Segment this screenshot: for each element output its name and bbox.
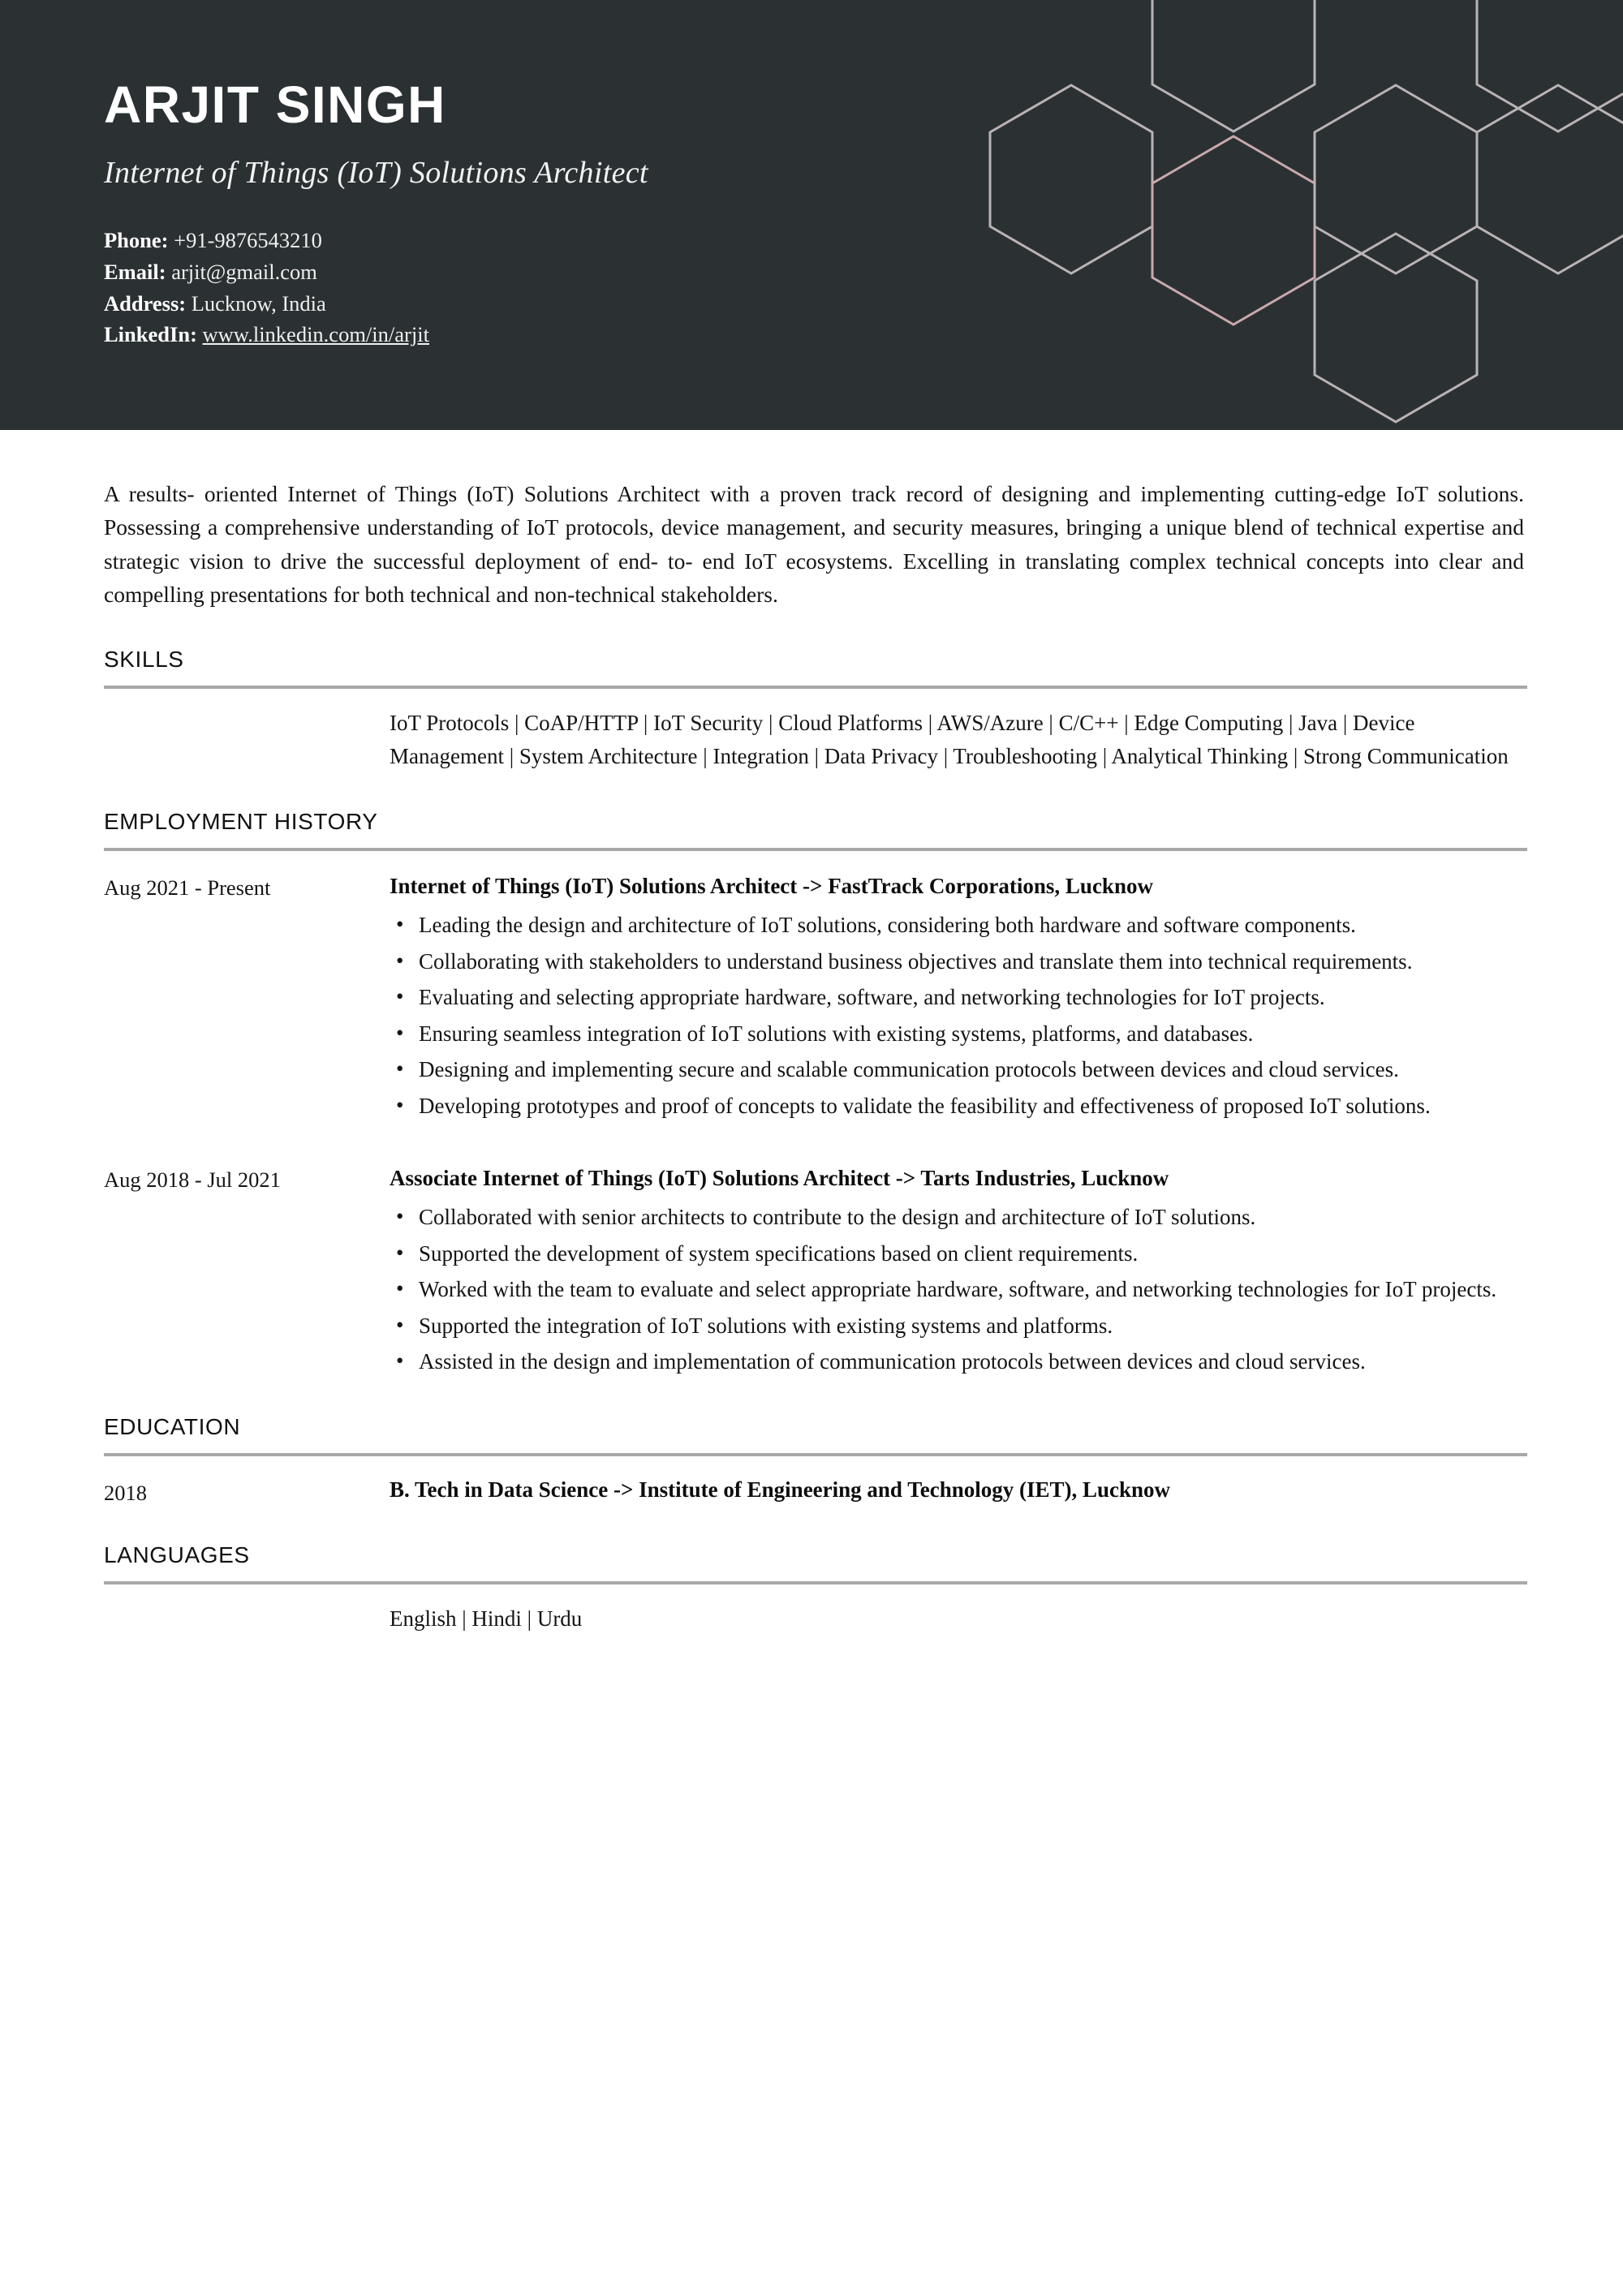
job-title-subtitle: Internet of Things (IoT) Solutions Architect	[104, 156, 648, 191]
education-details	[390, 1477, 1527, 1507]
page-title: ARJIT SINGH	[104, 75, 446, 134]
list-item: • Supported the development of system specifications based on client requirements.	[390, 1237, 1527, 1271]
address-value: Lucknow, India	[191, 290, 326, 316]
arrow-separator: ->	[613, 1477, 634, 1502]
contact-linkedin	[104, 319, 1623, 350]
professional-summary: A results- oriented Internet of Things (IoT) Solutions Architect with a proven track record of designing and implementing cutting-edge IoT solutions. Possessing a comprehensive understanding of IoT protocols, device management, and security measures, bringing a unique blend of technical expertise and strategic vision to drive the successful deployment of end- to- end IoT ecosystems. Excelling in translating complex technical concepts into clear and compelling presentations for both technical and non-technical stakeholders.	[104, 481, 1524, 607]
phone-value: +91-9876543210	[174, 228, 322, 253]
employment-company: Tarts Industries, Lucknow	[920, 1166, 1169, 1191]
employment-bullets	[390, 1201, 1527, 1378]
contact-email	[104, 256, 1623, 288]
email-label: Email:	[104, 259, 166, 284]
section-employment-history	[104, 809, 1527, 1378]
section-divider	[104, 848, 1527, 851]
employment-heading	[390, 872, 1527, 901]
list-item: • Leading the design and architecture of IoT solutions, considering both hardware and software components.	[390, 909, 1527, 942]
address-label: Address:	[104, 290, 187, 316]
list-item: • Developing prototypes and proof of concepts to validate the feasibility and effectiveness of proposed IoT solutions.	[390, 1090, 1527, 1123]
employment-company: FastTrack Corporations, Lucknow	[828, 874, 1153, 899]
employment-role: Associate Internet of Things (IoT) Solutions Architect	[390, 1166, 891, 1191]
section-title-employment: EMPLOYMENT HISTORY	[104, 809, 378, 835]
list-item: • Collaborating with stakeholders to understand business objectives and translate them into technical requirements.	[390, 945, 1527, 978]
list-item: • Collaborated with senior architects to contribute to the design and architecture of IoT solutions.	[390, 1201, 1527, 1234]
list-item: • Assisted in the design and implementation of communication protocols between devices and cloud services.	[390, 1345, 1527, 1378]
languages-list: English | Hindi | Urdu	[390, 1606, 583, 1632]
arrow-separator: ->	[895, 1166, 916, 1191]
employment-heading	[390, 1164, 1527, 1193]
section-education	[104, 1414, 1527, 1507]
section-skills	[104, 647, 1527, 773]
section-languages	[104, 1542, 1527, 1636]
employment-entry	[104, 872, 1527, 1122]
contact-phone	[104, 225, 1623, 256]
section-title-languages: LANGUAGES	[104, 1542, 250, 1568]
phone-label: Phone:	[104, 228, 169, 253]
contact-address	[104, 288, 1623, 320]
employment-details	[390, 1164, 1527, 1378]
section-divider	[104, 1581, 1527, 1584]
education-heading	[390, 1477, 1527, 1503]
section-divider	[104, 1453, 1527, 1456]
list-item: • Worked with the team to evaluate and select appropriate hardware, software, and networking technologies for IoT projects.	[390, 1273, 1527, 1306]
skills-list: IoT Protocols | CoAP/HTTP | IoT Security | Cloud Platforms | AWS/Azure | C/C++ | Edge Computing | Java | Device Management | System Architecture | Integration | Data Privacy | Troubleshooting | Analytical Thinking | Strong Communication	[390, 711, 1509, 769]
employment-bullets	[390, 909, 1527, 1122]
employment-date: Aug 2018 - Jul 2021	[104, 1167, 281, 1193]
resume-header	[0, 0, 1623, 430]
employment-role: Internet of Things (IoT) Solutions Architect	[390, 874, 798, 899]
email-value[interactable]: arjit@gmail.com	[171, 259, 317, 284]
contact-details	[104, 225, 1623, 350]
education-institution: Institute of Engineering and Technology (IET), Lucknow	[639, 1477, 1171, 1502]
list-item: • Designing and implementing secure and scalable communication protocols between devices and cloud services.	[390, 1053, 1527, 1086]
employment-entry	[104, 1164, 1527, 1378]
list-item: • Ensuring seamless integration of IoT solutions with existing systems, platforms, and databases.	[390, 1017, 1527, 1051]
section-title-education: EDUCATION	[104, 1413, 241, 1439]
list-item: • Evaluating and selecting appropriate hardware, software, and networking technologies for IoT projects.	[390, 981, 1527, 1014]
list-item: • Supported the integration of IoT solutions with existing systems and platforms.	[390, 1309, 1527, 1343]
employment-details	[390, 872, 1527, 1122]
education-date: 2018	[104, 1480, 147, 1505]
education-entry	[104, 1477, 1527, 1507]
employment-date: Aug 2021 - Present	[104, 875, 271, 901]
education-degree: B. Tech in Data Science	[390, 1477, 609, 1502]
arrow-separator: ->	[803, 874, 823, 899]
section-divider	[104, 686, 1527, 689]
section-title-skills: SKILLS	[104, 647, 184, 672]
resume-body	[0, 477, 1623, 1636]
linkedin-label: LinkedIn:	[104, 322, 197, 347]
linkedin-link[interactable]: www.linkedin.com/in/arjit	[202, 322, 429, 347]
